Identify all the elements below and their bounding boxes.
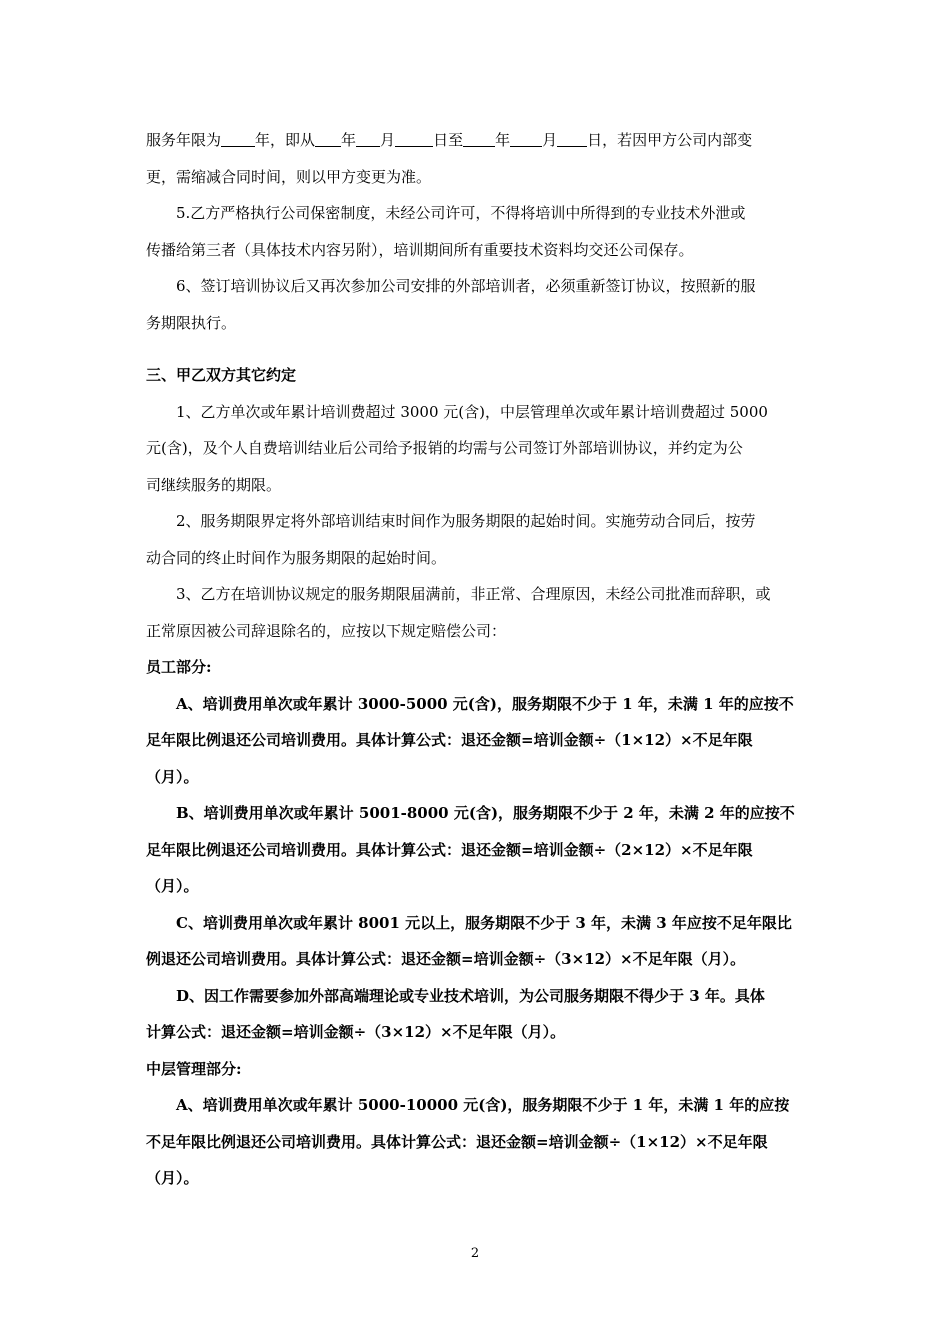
blank-to-day <box>557 129 587 147</box>
blank-from-month <box>356 129 380 147</box>
staff-item-c-line: 例退还公司培训费用。具体计算公式：退还金额=培训金额÷（3×12）×不足年限（月）。 <box>146 950 746 968</box>
clause-5-line: 传播给第三者（具体技术内容另附），培训期间所有重要技术资料均交还公司保存。 <box>146 240 694 259</box>
blank-to-month <box>510 129 542 147</box>
document-body <box>146 122 806 1197</box>
staff-item-d-line: 计算公式：退还金额=培训金额÷（3×12）×不足年限（月）。 <box>146 1023 566 1041</box>
section-3-clause-1-line: 1、乙方单次或年累计培训费超过 3000 元(含)，中层管理单次或年累计培训费超过 5000 <box>176 402 768 421</box>
staff-item-a-line: （月）。 <box>146 767 199 786</box>
section-3-heading: 三、甲乙双方其它约定 <box>146 366 297 384</box>
staff-heading: 员工部分: <box>146 658 212 676</box>
staff-item-a-line: 足年限比例退还公司培训费用。具体计算公式：退还金额=培训金额÷（1×12）×不足年限 <box>146 731 753 749</box>
section-3-clause-1-line: 司继续服务的期限。 <box>146 475 282 494</box>
blank-to-year <box>463 129 495 147</box>
staff-item-b-line: 足年限比例退还公司培训费用。具体计算公式：退还金额=培训金额÷（2×12）×不足年限 <box>146 840 753 859</box>
middle-item-a-line: A、培训费用单次或年累计 5000-10000 元(含)，服务期限不少于 1 年，未满 1 年的应按 <box>176 1096 790 1114</box>
middle-management-heading: 中层管理部分: <box>146 1059 242 1078</box>
staff-item-b-line: B、培训费用单次或年累计 5001-8000 元(含)，服务期限不少于 2 年，未满 2 年的应按不 <box>176 804 795 822</box>
section-3-clause-1-line: 元(含)，及个人自费培训结业后公司给予报销的均需与公司签订外部培训协议，并约定为公 <box>146 439 743 457</box>
section-3-clause-3-line: 正常原因被公司辞退除名的，应按以下规定赔偿公司： <box>146 621 507 640</box>
blank-from-day <box>395 129 433 147</box>
page-number: 2 <box>470 1246 480 1261</box>
middle-item-a-line: 不足年限比例退还公司培训费用。具体计算公式：退还金额=培训金额÷（1×12）×不足年限 <box>146 1132 768 1151</box>
clause-5-line: 5.乙方严格执行公司保密制度，未经公司许可，不得将培训中所得到的专业技术外泄或 <box>176 204 746 222</box>
clause-6-line: 务期限执行。 <box>146 313 237 332</box>
blank-from-year <box>315 129 341 147</box>
clause-6-line: 6、签订培训协议后又再次参加公司安排的外部培训者，必须重新签订协议，按照新的服 <box>176 277 756 295</box>
blank-years <box>221 129 255 147</box>
paragraph-line: 更，需缩减合同时间，则以甲方变更为准。 <box>146 167 432 186</box>
staff-item-c-line: C、培训费用单次或年累计 8001 元以上，服务期限不少于 3 年，未满 3 年应按不足年限比 <box>176 913 792 932</box>
staff-item-b-line: （月）。 <box>146 877 199 895</box>
staff-item-d-line: D、因工作需要参加外部高端理论或专业技术培训，为公司服务期限不得少于 3 年。具体 <box>176 986 765 1005</box>
section-3-clause-2-line: 动合同的终止时间作为服务期限的起始时间。 <box>146 548 447 567</box>
section-3-clause-2-line: 2、服务期限界定将外部培训结束时间作为服务期限的起始时间。实施劳动合同后，按劳 <box>176 512 756 530</box>
middle-item-a-line: （月）。 <box>146 1169 199 1187</box>
service-term-line: 服务年限为 年，即从 年 月 日至 年 月 日，若因甲方公司内部变 <box>146 131 753 149</box>
staff-item-a-line: A、培训费用单次或年累计 3000-5000 元(含)，服务期限不少于 1 年，未满 1 年的应按不 <box>176 694 794 713</box>
section-3-clause-3-line: 3、乙方在培训协议规定的服务期限届满前，非正常、合理原因，未经公司批准而辞职，或 <box>176 585 771 603</box>
